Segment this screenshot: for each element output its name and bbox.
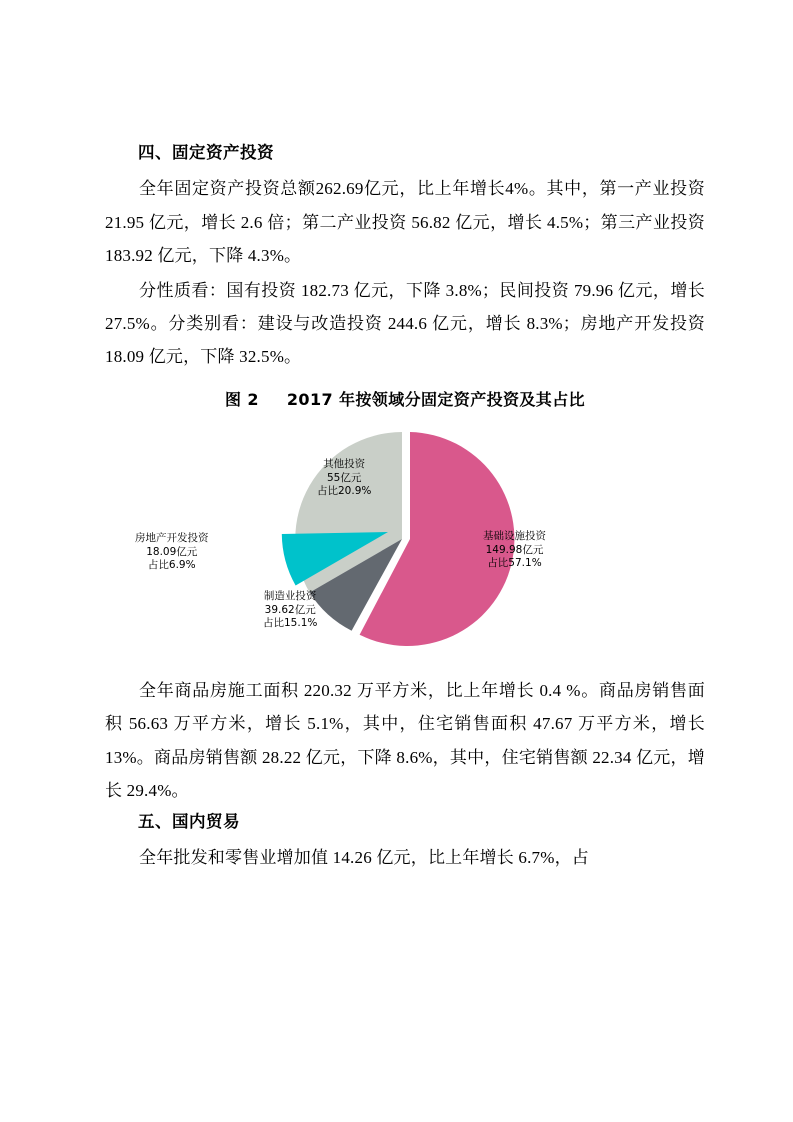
figure-caption bbox=[105, 387, 705, 410]
pie-label-other-name: 其他投资 bbox=[323, 458, 366, 471]
section-heading-fixed-asset-investment: 四、固定资产投资 bbox=[138, 143, 274, 162]
pie-label-real-estate bbox=[135, 532, 209, 572]
pie-label-infrastructure-percent: 占比57.1% bbox=[487, 557, 542, 570]
pie-label-manufacturing-value: 39.62亿元 bbox=[264, 603, 316, 616]
pie-label-infrastructure-value: 149.98亿元 bbox=[485, 543, 544, 556]
pie-label-manufacturing-name: 制造业投资 bbox=[263, 590, 317, 603]
pie-label-other-percent: 占比20.9% bbox=[317, 485, 372, 498]
pie-label-real-estate-value: 18.09亿元 bbox=[146, 545, 198, 558]
pie-label-real-estate-percent: 占比6.9% bbox=[147, 559, 196, 572]
pie-label-real-estate-name: 房地产开发投资 bbox=[135, 532, 209, 545]
pie-label-manufacturing bbox=[263, 590, 317, 630]
figure-caption-text: 2017 年按领域分固定资产投资及其占比 bbox=[286, 390, 585, 410]
pie-label-other-value: 55亿元 bbox=[326, 471, 362, 484]
paragraph-fixed-asset-total: 全年固定资产投资总额262.69亿元，比上年增长4%。其中，第一产业投资 21.95 亿元，增长 2.6 倍；第二产业投资 56.82 亿元，增长 4.5%；第三产业投资 183.92 亿元，下降 4.3%。 bbox=[105, 179, 705, 265]
pie-label-infrastructure-name: 基础设施投资 bbox=[483, 530, 546, 543]
pie-label-infrastructure bbox=[483, 530, 546, 570]
pie-label-other bbox=[317, 458, 371, 498]
section-heading-domestic-trade: 五、国内贸易 bbox=[138, 811, 240, 831]
figure-number: 图 2 bbox=[224, 390, 259, 410]
pie-label-manufacturing-percent: 占比15.1% bbox=[263, 617, 318, 630]
paragraph-investment-by-nature: 分性质看：国有投资 182.73 亿元，下降 3.8%；民间投资 79.96 亿元，增长 27.5%。分类别看：建设与改造投资 244.6 亿元，增长 8.3%；房地产开发投资 18.09 亿元，下降 32.5%。 bbox=[105, 280, 705, 367]
paragraph-commodity-housing: 全年商品房施工面积 220.32 万平方米，比上年增长 0.4 %。商品房销售面积 56.63 万平方米，增长 5.1%，其中，住宅销售面积 47.67 万平方米，增长 13%。商品房销售额 28.22 亿元，下降 8.6%，其中，住宅销售额 22.34 亿元，增长 29.4%。 bbox=[105, 681, 705, 800]
pie-chart-investment-by-field bbox=[105, 414, 705, 664]
paragraph-wholesale-retail: 全年批发和零售业增加值 14.26 亿元，比上年增长 6.7%，占 bbox=[139, 848, 590, 868]
page-content bbox=[105, 140, 705, 876]
